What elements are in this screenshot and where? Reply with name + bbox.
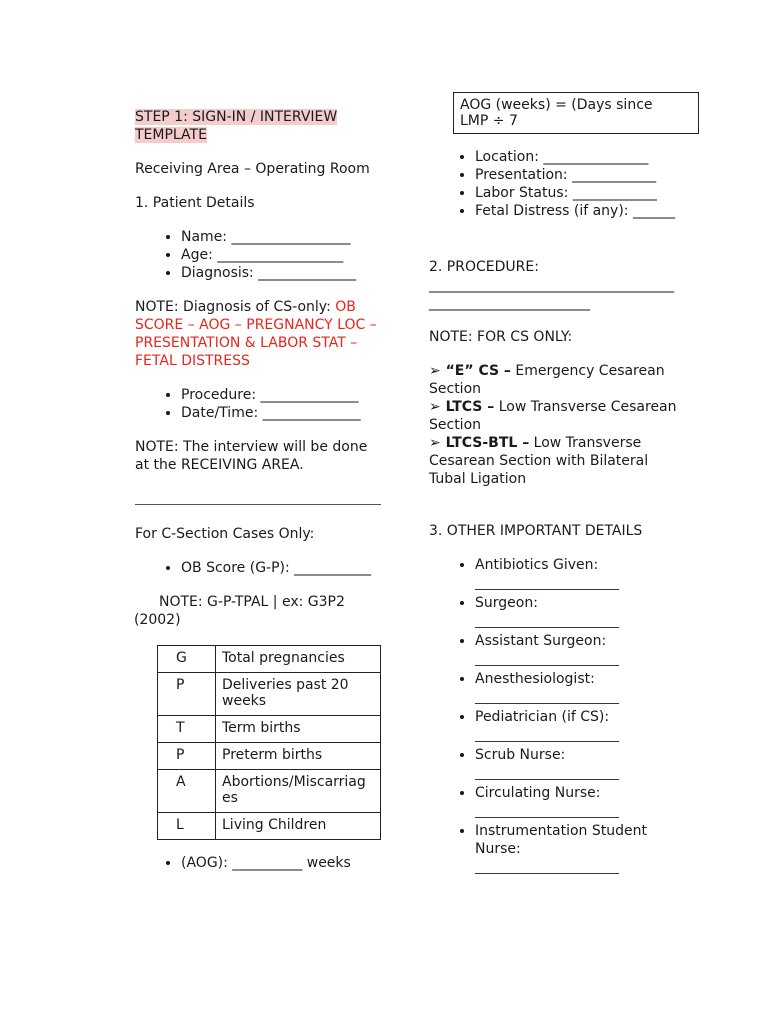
detail-label: Nurse: (475, 841, 521, 857)
detail-label: Scrub Nurse: (475, 747, 566, 763)
cs-only-note: NOTE: FOR CS ONLY: (429, 329, 573, 345)
aog-list (135, 854, 385, 872)
step-title-line1: STEP 1: SIGN-IN / INTERVIEW (135, 109, 338, 125)
tpal-note (134, 593, 385, 629)
interview-note-prefix: NOTE: (135, 439, 179, 455)
datetime-field[interactable]: • Date/Time: ______________ (181, 404, 385, 422)
detail-label: Assistant Surgeon: (475, 633, 607, 649)
divider-line (135, 504, 381, 505)
diagnosis-note-red-2: SCORE – AOG – PREGNANCY LOC – (135, 317, 377, 333)
aog-box-line2: LMP ÷ 7 (460, 113, 518, 129)
detail-line[interactable]: ________________________ (475, 652, 619, 666)
detail-line[interactable]: ________________________ (475, 766, 619, 780)
table-row (158, 813, 381, 840)
age-field[interactable]: • Age: __________________ (181, 246, 385, 264)
aog-formula-box (453, 92, 699, 134)
tpal-key: P (158, 743, 216, 770)
diagnosis-field[interactable]: • Diagnosis: ______________ (181, 264, 385, 282)
right-column (429, 92, 679, 876)
circulating-nurse-item[interactable] (475, 784, 679, 820)
cs-type-text: Section (429, 381, 482, 397)
tpal-desc: Total pregnancies (216, 646, 381, 673)
diagnosis-note-red-4: FETAL DISTRESS (135, 353, 250, 369)
cs-type-label: ➢ LTCS – (429, 399, 495, 415)
detail-label: Pediatrician (if CS): (475, 709, 610, 725)
patient-details-heading: 1. Patient Details (135, 195, 255, 211)
fetal-distress-field[interactable]: • Fetal Distress (if any): ______ (475, 202, 679, 220)
interview-note (135, 438, 385, 474)
tpal-key: A (158, 770, 216, 813)
procedure-line2[interactable]: _______________________ (429, 295, 590, 311)
diagnosis-note-red-3: PRESENTATION & LABOR STAT – (135, 335, 358, 351)
aog-field[interactable]: • (AOG): __________ weeks (181, 854, 385, 872)
antibiotics-item[interactable] (475, 556, 679, 592)
scrub-nurse-item[interactable] (475, 746, 679, 782)
cs-type-text: Section (429, 417, 482, 433)
detail-line[interactable]: ________________________ (475, 614, 619, 628)
cs-type-ltcs (429, 398, 679, 434)
presentation-field[interactable]: • Presentation: ____________ (475, 166, 679, 184)
cs-type-text: Cesarean Section with Bilateral (429, 453, 649, 469)
ob-score-list (135, 559, 385, 577)
left-column (135, 108, 385, 872)
surgeon-item[interactable] (475, 594, 679, 630)
diagnosis-note (135, 298, 385, 370)
cs-type-label: ➢ LTCS-BTL – (429, 435, 530, 451)
ob-score-field[interactable]: • OB Score (G-P): ___________ (181, 559, 385, 577)
instrumentation-nurse-item[interactable] (475, 822, 679, 876)
tpal-desc: Term births (216, 716, 381, 743)
pediatrician-item[interactable] (475, 708, 679, 744)
table-row (158, 673, 381, 716)
tpal-key: L (158, 813, 216, 840)
details-list (429, 556, 679, 876)
detail-line[interactable]: ________________________ (475, 860, 619, 874)
cs-type-label: ➢ “E” CS – (429, 363, 511, 379)
tpal-key: G (158, 646, 216, 673)
tpal-note-line2: (2002) (134, 612, 181, 628)
cs-heading: For C-Section Cases Only: (135, 526, 315, 542)
table-row (158, 770, 381, 813)
diagnosis-note-red-1: OB (335, 299, 356, 315)
procedure-fields-list (135, 386, 385, 422)
patient-fields-list (135, 228, 385, 282)
detail-label: Anesthesiologist: (475, 671, 595, 687)
cs-type-text: Low Transverse (529, 435, 642, 451)
location-field[interactable]: • Location: _______________ (475, 148, 679, 166)
cs-type-text: Emergency Cesarean (510, 363, 665, 379)
detail-line[interactable]: ________________________ (475, 576, 619, 590)
name-field[interactable]: • Name: _________________ (181, 228, 385, 246)
interview-note-text2: at the (135, 457, 181, 473)
detail-label: Instrumentation Student (475, 823, 647, 839)
details-heading: 3. OTHER IMPORTANT DETAILS (429, 523, 643, 539)
diagnosis-note-prefix: NOTE: Diagnosis of CS-only: (135, 299, 336, 315)
tpal-note-line1: NOTE: G-P-TPAL | ex: G3P2 (159, 594, 345, 610)
tpal-desc: Preterm births (216, 743, 381, 770)
anesthesiologist-item[interactable] (475, 670, 679, 706)
labor-status-field[interactable]: • Labor Status: ____________ (475, 184, 679, 202)
tpal-desc: Abortions/Miscarriages (216, 770, 381, 813)
table-row (158, 743, 381, 770)
detail-line[interactable]: ________________________ (475, 804, 619, 818)
receiving-area: Receiving Area – Operating Room (135, 161, 370, 177)
procedure-line1[interactable]: ___________________________________ (429, 277, 674, 293)
table-row (158, 716, 381, 743)
detail-line[interactable]: ________________________ (475, 728, 619, 742)
pregnancy-fields-list (429, 148, 679, 220)
tpal-key: P (158, 673, 216, 716)
cs-type-ltcs-btl (429, 434, 679, 488)
detail-label: Circulating Nurse: (475, 785, 601, 801)
procedure-heading: 2. PROCEDURE: (429, 259, 539, 275)
interview-note-bold: RECEIVING AREA. (180, 457, 304, 473)
assistant-surgeon-item[interactable] (475, 632, 679, 668)
cs-type-text: Low Transverse Cesarean (494, 399, 677, 415)
detail-line[interactable]: ________________________ (475, 690, 619, 704)
tpal-desc: Deliveries past 20 weeks (216, 673, 381, 716)
table-row (158, 646, 381, 673)
cs-type-emergency (429, 362, 679, 398)
step-title-line2: TEMPLATE (135, 127, 207, 143)
cs-type-text: Tubal Ligation (429, 471, 527, 487)
detail-label: Surgeon: (475, 595, 538, 611)
tpal-table (157, 645, 381, 840)
tpal-key: T (158, 716, 216, 743)
step-title (135, 108, 385, 144)
procedure-field[interactable]: • Procedure: ______________ (181, 386, 385, 404)
interview-note-text1: The interview will be done (178, 439, 368, 455)
tpal-desc: Living Children (216, 813, 381, 840)
detail-label: Antibiotics Given: (475, 557, 599, 573)
aog-box-line1: AOG (weeks) = (Days since (460, 97, 653, 113)
